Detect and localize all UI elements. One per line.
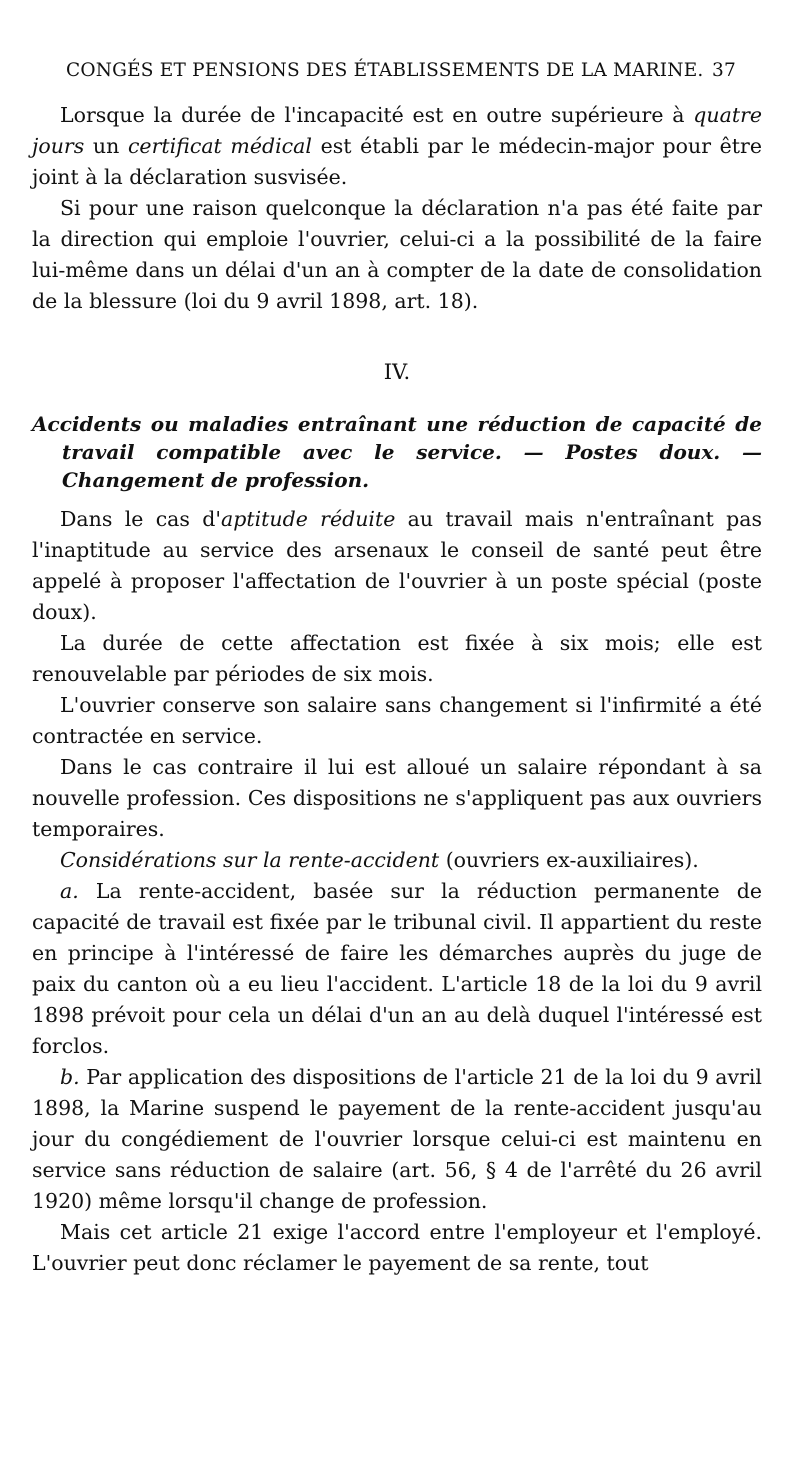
page-number: 37 xyxy=(712,60,736,81)
item-text-a: La rente-accident, basée sur la réduction permanente de capacité de travail est fixée par le tribunal civil. Il appartient du reste en principe à l'intéressé de faire les démarches auprès du juge de paix du canton où a eu lieu l'accident. L'article 18 de la loi du 9 avril 1898 prévoit pour cela un délai d'un an au delà duquel l'intéressé est forclos. xyxy=(32,879,762,1058)
body-text xyxy=(32,100,762,1279)
paragraph-1 xyxy=(32,100,762,193)
considerations-heading-rest: (ouvriers ex-auxiliaires). xyxy=(439,848,699,872)
p3-text-a: Dans le cas d' xyxy=(60,507,222,531)
item-label-a: a. xyxy=(60,879,79,903)
running-header xyxy=(66,60,736,81)
paragraph-6: Dans le cas contraire il lui est alloué un salaire répondant à sa nouvelle profession. Ces dispositions ne s'appliquent pas aux ouvriers temporaires. xyxy=(32,755,762,841)
paragraph-last: Mais cet article 21 exige l'accord entre l'employeur et l'employé. L'ouvrier peut donc réclamer le payement de sa rente, tout xyxy=(32,1220,762,1275)
paragraph-3 xyxy=(32,504,762,628)
paragraph-2: Si pour une raison quelconque la déclaration n'a pas été faite par la direction qui emploie l'ouvrier, celui-ci a la possibilité de la faire lui-même dans un délai d'un an à compter de la date de consolidation de la blessure (loi du 9 avril 1898, art. 18). xyxy=(32,196,762,313)
item-text-b: Par application des dispositions de l'article 21 de la loi du 9 avril 1898, la Marine suspend le payement de la rente-accident jusqu'au jour du congédiement de l'ouvrier lorsque celui-ci est maintenu en service sans réduction de salaire (art. 56, § 4 de l'arrêté du 26 avril 1920) même lorsqu'il change de profession. xyxy=(32,1065,762,1213)
section-title: Accidents ou maladies entraînant une réduction de capacité de travail compatible avec le service. — Postes doux. — Changement de profession. xyxy=(32,412,762,492)
item-label-b: b. xyxy=(60,1065,80,1089)
p1-emphasis-quatre-jours: quatre jours xyxy=(32,103,762,158)
considerations-heading-italic: Considérations sur la rente-accident xyxy=(60,848,440,872)
paragraph-5: L'ouvrier conserve son salaire sans changement si l'infirmité a été contractée en service. xyxy=(32,693,762,748)
section-number: IV. xyxy=(383,360,411,384)
p1-text-a: Lorsque la durée de l'incapacité est en outre supérieure à xyxy=(60,103,694,127)
paragraph-a xyxy=(32,876,762,1062)
paragraph-b xyxy=(32,1062,762,1217)
considerations-heading xyxy=(32,845,762,876)
p3-emphasis-aptitude: aptitude réduite xyxy=(221,507,396,531)
p1-emphasis-certificat: certificat médical xyxy=(127,134,312,158)
header-title: CONGÉS ET PENSIONS DES ÉTABLISSEMENTS DE LA MARINE. xyxy=(66,60,704,81)
paragraph-4: La durée de cette affectation est fixée à six mois; elle est renouvelable par périodes de six mois. xyxy=(32,631,762,686)
p1-text-e: est établi par le médecin-major pour être joint à la déclaration susvisée. xyxy=(32,134,762,189)
p3-text-c: au travail mais n'entraînant pas l'inaptitude au service des arsenaux le conseil de santé peut être appelé à proposer l'affectation de l'ouvrier à un poste spécial (poste doux). xyxy=(32,507,763,624)
p1-text-c: un xyxy=(84,134,128,158)
